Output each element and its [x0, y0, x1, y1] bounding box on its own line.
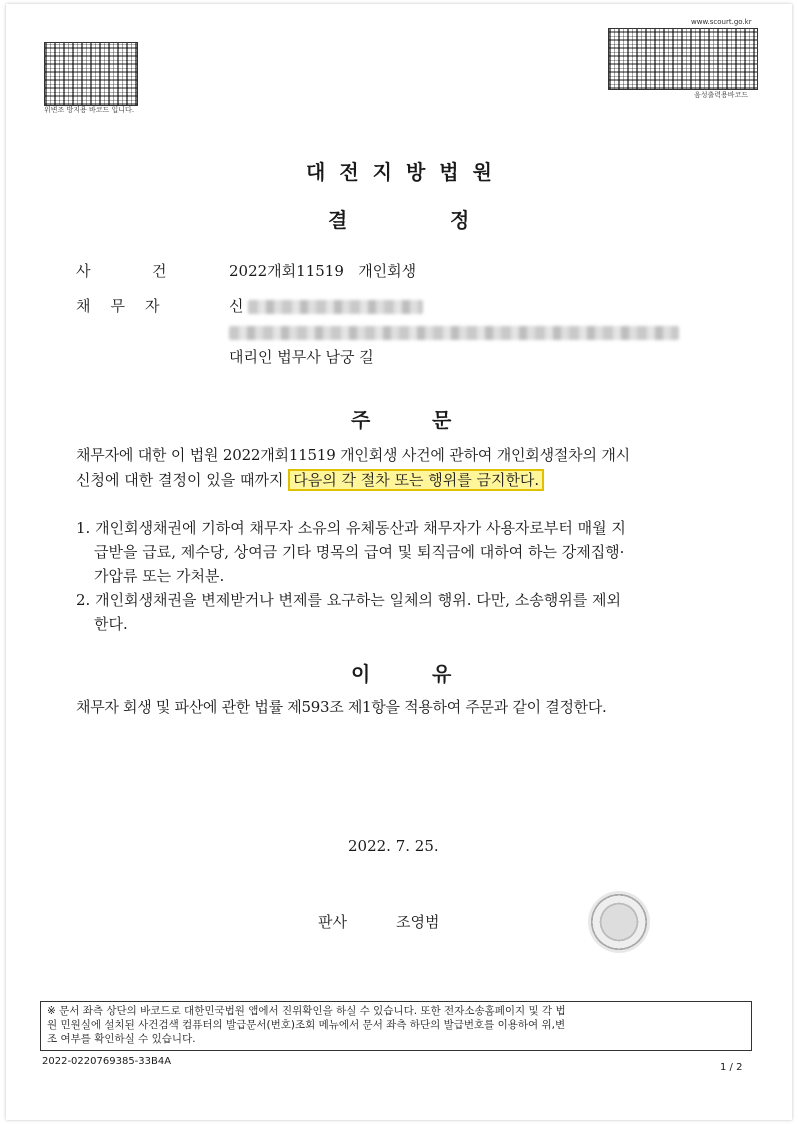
- reason-heading-char-2: 유: [432, 662, 452, 686]
- anti-forgery-barcode-caption: 위변조 방지용 바코드 입니다.: [44, 106, 135, 114]
- court-name: 대전지방법원: [306, 160, 506, 184]
- case-label-2: 건: [152, 262, 167, 280]
- issue-number: 2022-0220769385-33B4A: [42, 1056, 172, 1067]
- page-number: 1 / 2: [720, 1062, 743, 1073]
- voice-output-barcode-caption: 음성출력용바코드: [694, 91, 749, 99]
- decision-date: 2022. 7. 25.: [348, 837, 439, 855]
- case-number: 2022개회11519: [229, 262, 344, 280]
- court-url: www.scourt.go.kr: [691, 18, 752, 26]
- order-text-line-1: 채무자에 대한 이 법원 2022개회11519 개인회생 사건에 관하여 개인회생절차의 개시: [76, 446, 630, 464]
- voice-output-barcode: [608, 28, 758, 90]
- order-item-2: 2. 개인회생채권을 변제받거나 변제를 요구하는 일체의 행위. 다만, 소송행위를 제외 한다.: [76, 591, 621, 633]
- reason-heading-char-1: 이: [351, 662, 371, 686]
- document-page: [6, 4, 792, 1120]
- order-item-1: 1. 개인회생채권에 기하여 채무자 소유의 유체동산과 채무자가 사용자로부터 매월 지 급받을 급료, 제수당, 상여금 기타 명목의 급여 및 퇴직금에 대하여 하는 강제집행· 가압류 또는 가처분.: [76, 519, 626, 585]
- debtor-address-redacted: [229, 322, 679, 341]
- prohibition-highlight: 다음의 각 절차 또는 행위를 금지한다.: [288, 469, 544, 491]
- debtor-label: 채무자: [76, 297, 180, 315]
- doc-type-char-2: 정: [450, 208, 470, 232]
- reason-text: 채무자 회생 및 파산에 관한 법률 제593조 제1항을 적용하여 주문과 같이 결정한다.: [76, 698, 607, 716]
- judge-name: 조영범: [396, 913, 440, 931]
- redacted-name: [248, 300, 423, 314]
- authenticity-notice: ※ 문서 좌측 상단의 바코드로 대한민국법원 앱에서 진위확인을 하실 수 있습니다. 또한 전자소송홈페이지 및 각 법 원 민원실에 설치된 사건검색 컴퓨터의 발급문서(번호)조회 메뉴에서 문서 좌측 하단의 발급번호를 이용하여 위,변 조 여부를 확인하실 수 있습니다.: [40, 1001, 752, 1051]
- order-text-line-2: 신청에 대한 결정이 있을 때까지 다음의 각 절차 또는 행위를 금지한다.: [76, 469, 544, 490]
- judge-label: 판사: [318, 913, 347, 931]
- anti-forgery-barcode: [44, 42, 138, 106]
- order-heading-char-1: 주: [351, 408, 371, 432]
- court-seal: [588, 891, 650, 953]
- case-label: 사: [76, 262, 91, 280]
- agent-line: 대리인 법무사 남궁 길: [229, 348, 374, 366]
- order-heading-char-2: 문: [432, 408, 452, 432]
- case-value: [229, 260, 416, 281]
- doc-type-char-1: 결: [328, 208, 348, 232]
- debtor-name-prefix: 신: [229, 297, 244, 315]
- debtor-name: [229, 295, 423, 316]
- case-type: 개인회생: [358, 262, 417, 280]
